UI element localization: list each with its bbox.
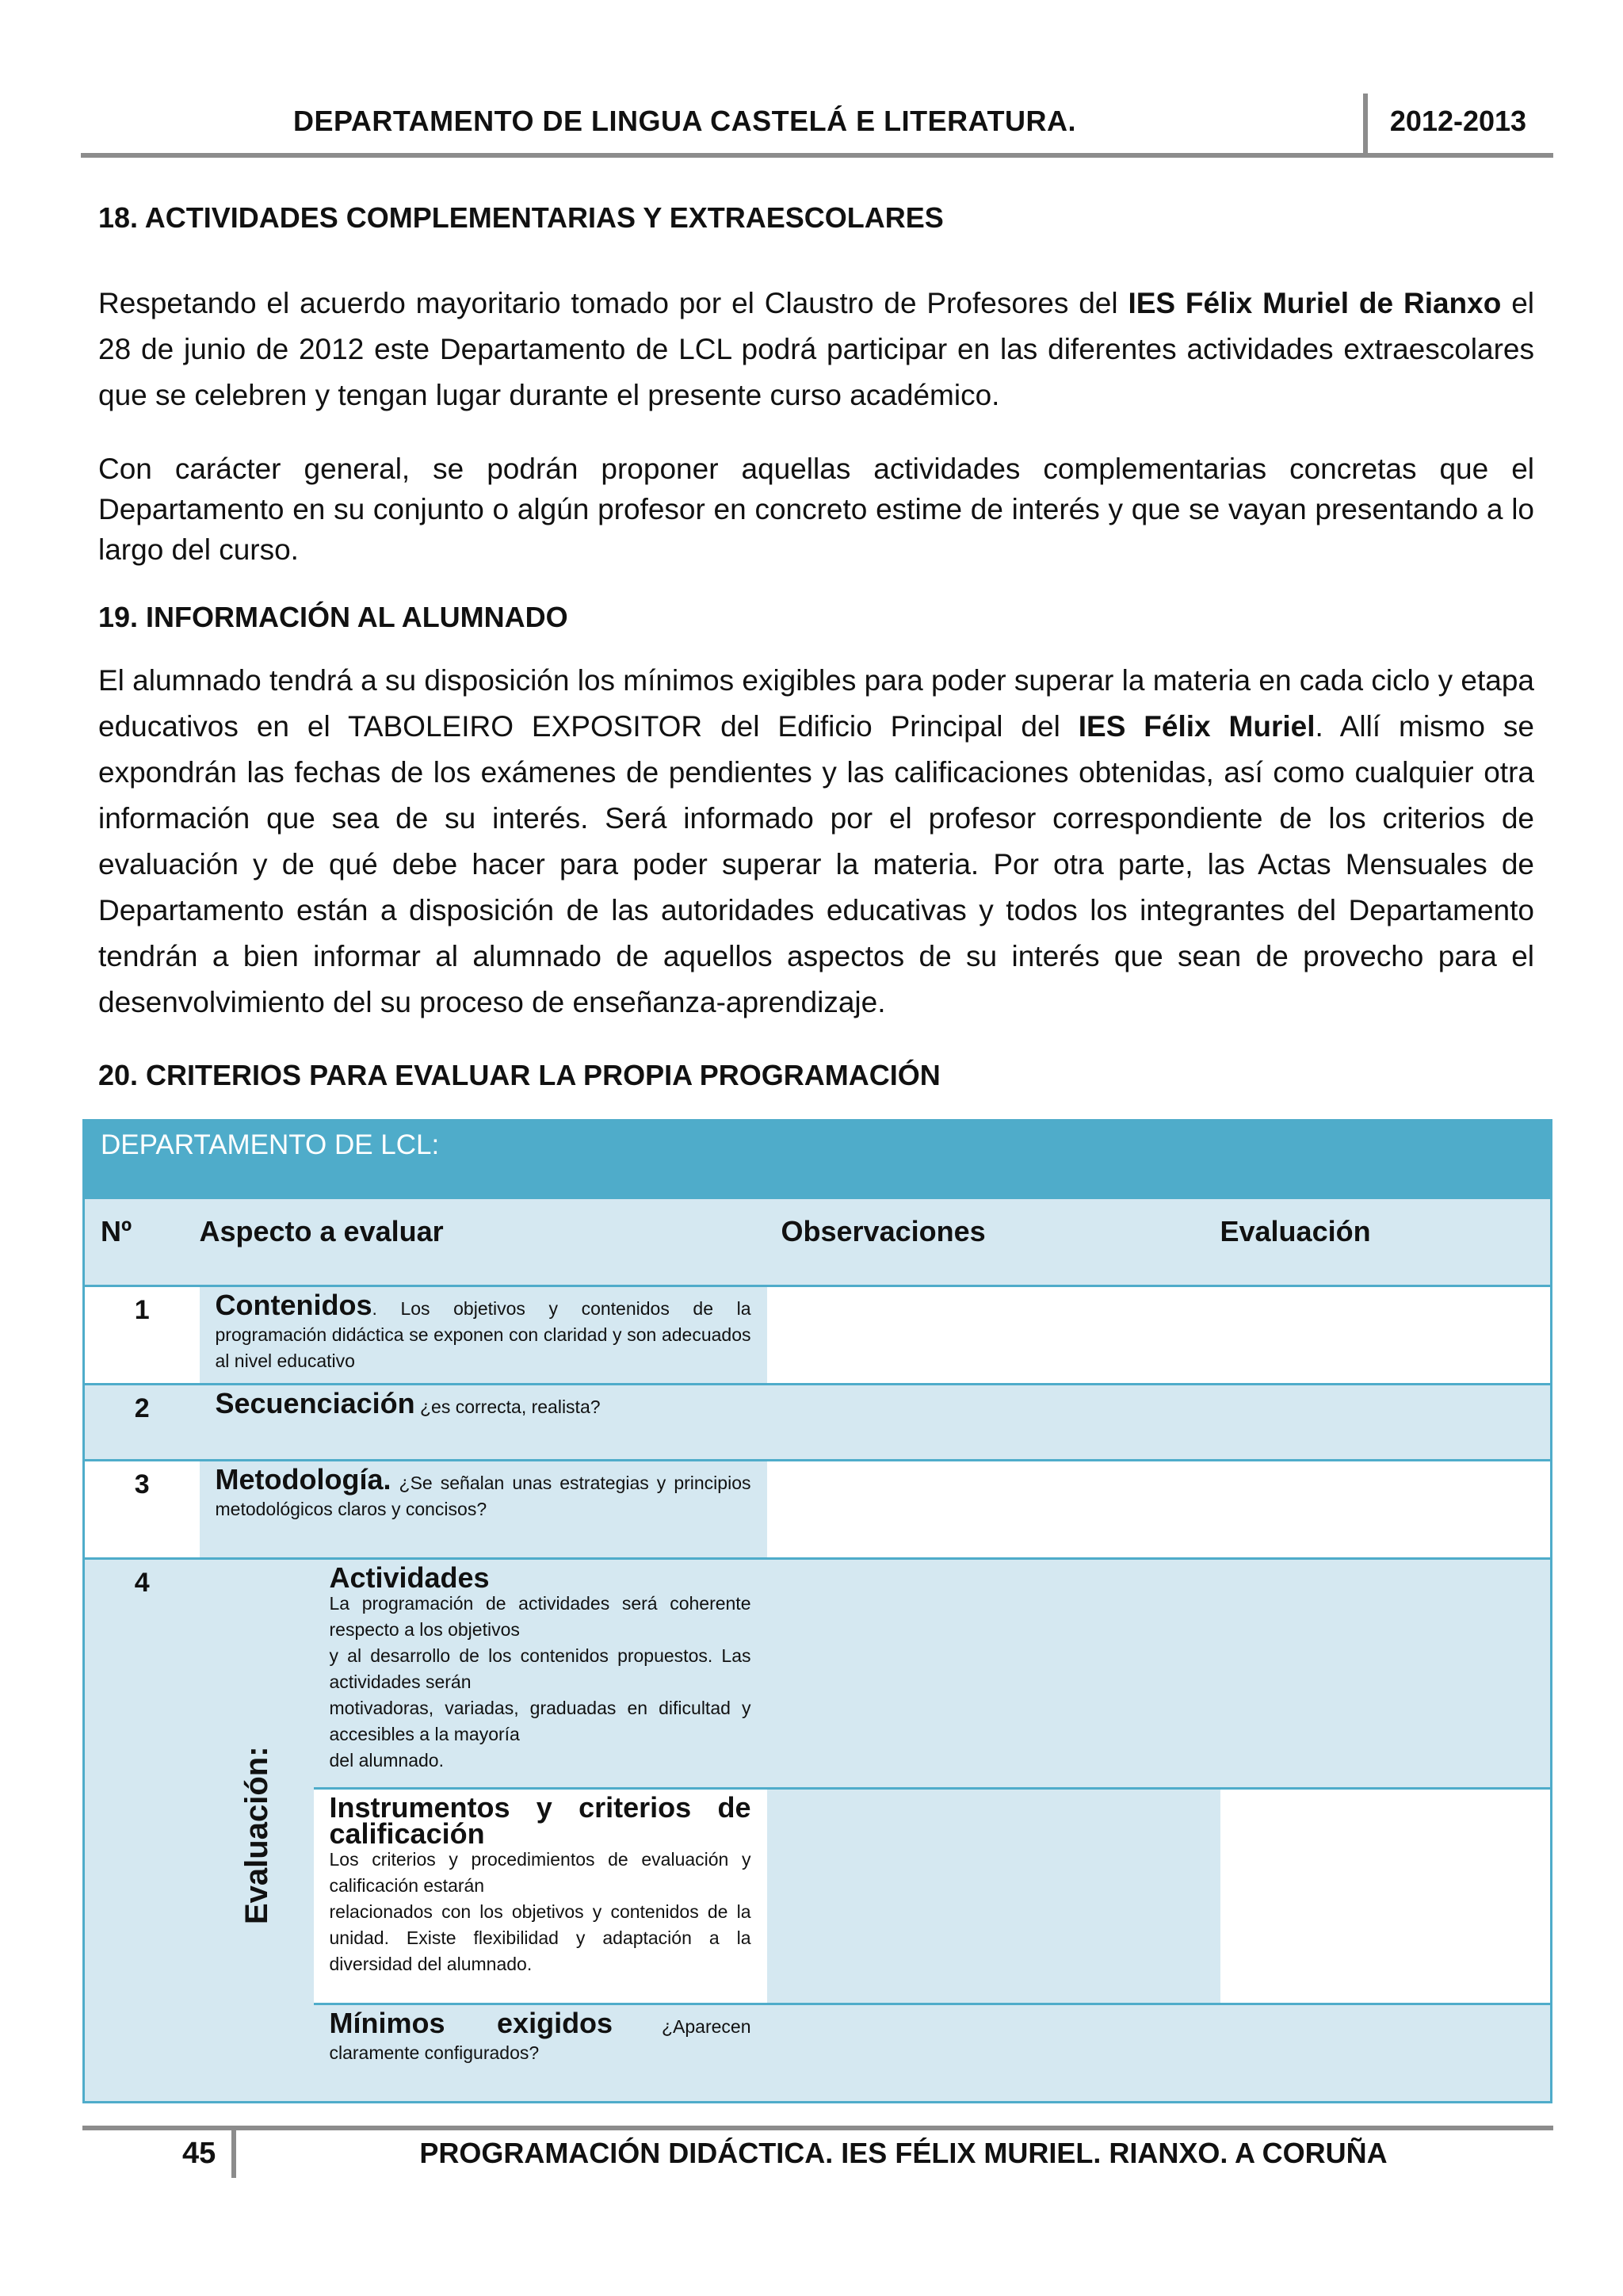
section-18-heading: 18. ACTIVIDADES COMPLEMENTARIAS Y EXTRAESCOLARES [98, 201, 944, 234]
aspect-cell: Actividades La programación de actividades será coherente respecto a los objetivos y al desarrollo de los contenidos propuestos. Las actividades serán motivadoras, variadas, graduadas en dificultad y accesibles a la mayoría del alumnado. [314, 1559, 767, 1789]
section-20-heading: 20. CRITERIOS PARA EVALUAR LA PROPIA PROGRAMACIÓN [98, 1059, 941, 1091]
aspect-cell: Contenidos. Los objetivos y contenidos de la programación didáctica se exponen con claridad y son adecuados al nivel educativo [200, 1286, 767, 1385]
table-title: DEPARTAMENTO DE LCL: [84, 1121, 1552, 1200]
col-evaluation-header: Evaluación [1220, 1199, 1552, 1286]
header-year: 2012-2013 [1389, 105, 1527, 137]
section-19-heading: 19. INFORMACIÓN AL ALUMNADO [98, 601, 568, 633]
col-num-header: Nº [84, 1199, 200, 1286]
aspect-cell: Instrumentos y criterios de calificación Los criterios y procedimientos de evaluación y calificación estarán relacionados con los objetivos y contenidos de la unidad. Existe flexibilidad y adaptación a la diversidad del alumnado. [314, 1789, 767, 2004]
footer-divider [231, 2129, 236, 2178]
header-rule [81, 153, 1553, 158]
observations-cell [767, 1789, 1220, 2004]
evaluation-cell [1220, 1385, 1552, 1461]
table-row [84, 1286, 1552, 1385]
header-department: DEPARTAMENTO DE LINGUA CASTELÁ E LITERATURA. [293, 105, 1076, 137]
page-number: 45 [182, 2137, 216, 2170]
evaluation-cell [1220, 1789, 1552, 2004]
evaluation-cell [1220, 2004, 1552, 2103]
observations-cell [767, 1559, 1220, 1789]
group-label-cell [200, 1559, 314, 2103]
observations-cell [767, 2004, 1220, 2103]
table-row [84, 1385, 1552, 1461]
section-18-paragraph-1: Respetando el acuerdo mayoritario tomado por el Claustro de Profesores del IES Félix Muriel de Rianxo el 28 de junio de 2012 este Departamento de LCL podrá participar en las diferentes actividades extraescolares que se celebren y tengan lugar durante el presente curso académico. [98, 287, 1535, 411]
row-number: 4 [84, 1559, 200, 2103]
evaluation-table [82, 1119, 1552, 2103]
header-divider [1363, 94, 1368, 157]
observations-cell [767, 1461, 1220, 1559]
footer-rule [82, 2126, 1553, 2130]
observations-cell [767, 1286, 1220, 1385]
col-observations-header: Observaciones [767, 1199, 1220, 1286]
evaluation-cell [1220, 1286, 1552, 1385]
section-18-paragraph-2: Con carácter general, se podrán proponer aquellas actividades complementarias concretas que el Departamento en su conjunto o algún profesor en concreto estime de interés y que se vayan presentando a lo largo del curso. [98, 453, 1534, 566]
aspect-cell: Mínimos exigidos ¿Aparecen claramente configurados? [314, 2004, 767, 2103]
table-row [84, 1559, 1552, 1789]
footer-title: PROGRAMACIÓN DIDÁCTICA. IES FÉLIX MURIEL. RIANXO. A CORUÑA [419, 2137, 1388, 2169]
evaluation-cell [1220, 1559, 1552, 1789]
col-aspect-header: Aspecto a evaluar [200, 1199, 767, 1286]
table-row [84, 1461, 1552, 1559]
aspect-cell: Metodología. ¿Se señalan unas estrategias y principios metodológicos claros y concisos? [200, 1461, 767, 1559]
evaluation-cell [1220, 1461, 1552, 1559]
group-label: Evaluación: [239, 1746, 274, 1924]
row-number: 2 [84, 1385, 200, 1461]
aspect-cell: Secuenciación ¿es correcta, realista? [200, 1385, 767, 1461]
row-number: 1 [84, 1286, 200, 1385]
observations-cell [767, 1385, 1220, 1461]
section-19-paragraph: El alumnado tendrá a su disposición los mínimos exigibles para poder superar la materia en cada ciclo y etapa educativos en el TABOLEIRO EXPOSITOR del Edificio Principal del IES Félix Muriel. Allí mismo se expondrán las fechas de los exámenes de pendientes y las calificaciones obtenidas, así como cualquier otra información que sea de su interés. Será informado por el profesor correspondiente de los criterios de evaluación y de qué debe hacer para poder superar la materia. Por otra parte, las Actas Mensuales de Departamento están a disposición de las autoridades educativas y todos los integrantes del Departamento tendrán a bien informar al alumnado de aquellos aspectos de su interés que sean de provecho para el desenvolvimiento del su proceso de enseñanza-aprendizaje. [98, 664, 1534, 1018]
row-number: 3 [84, 1461, 200, 1559]
